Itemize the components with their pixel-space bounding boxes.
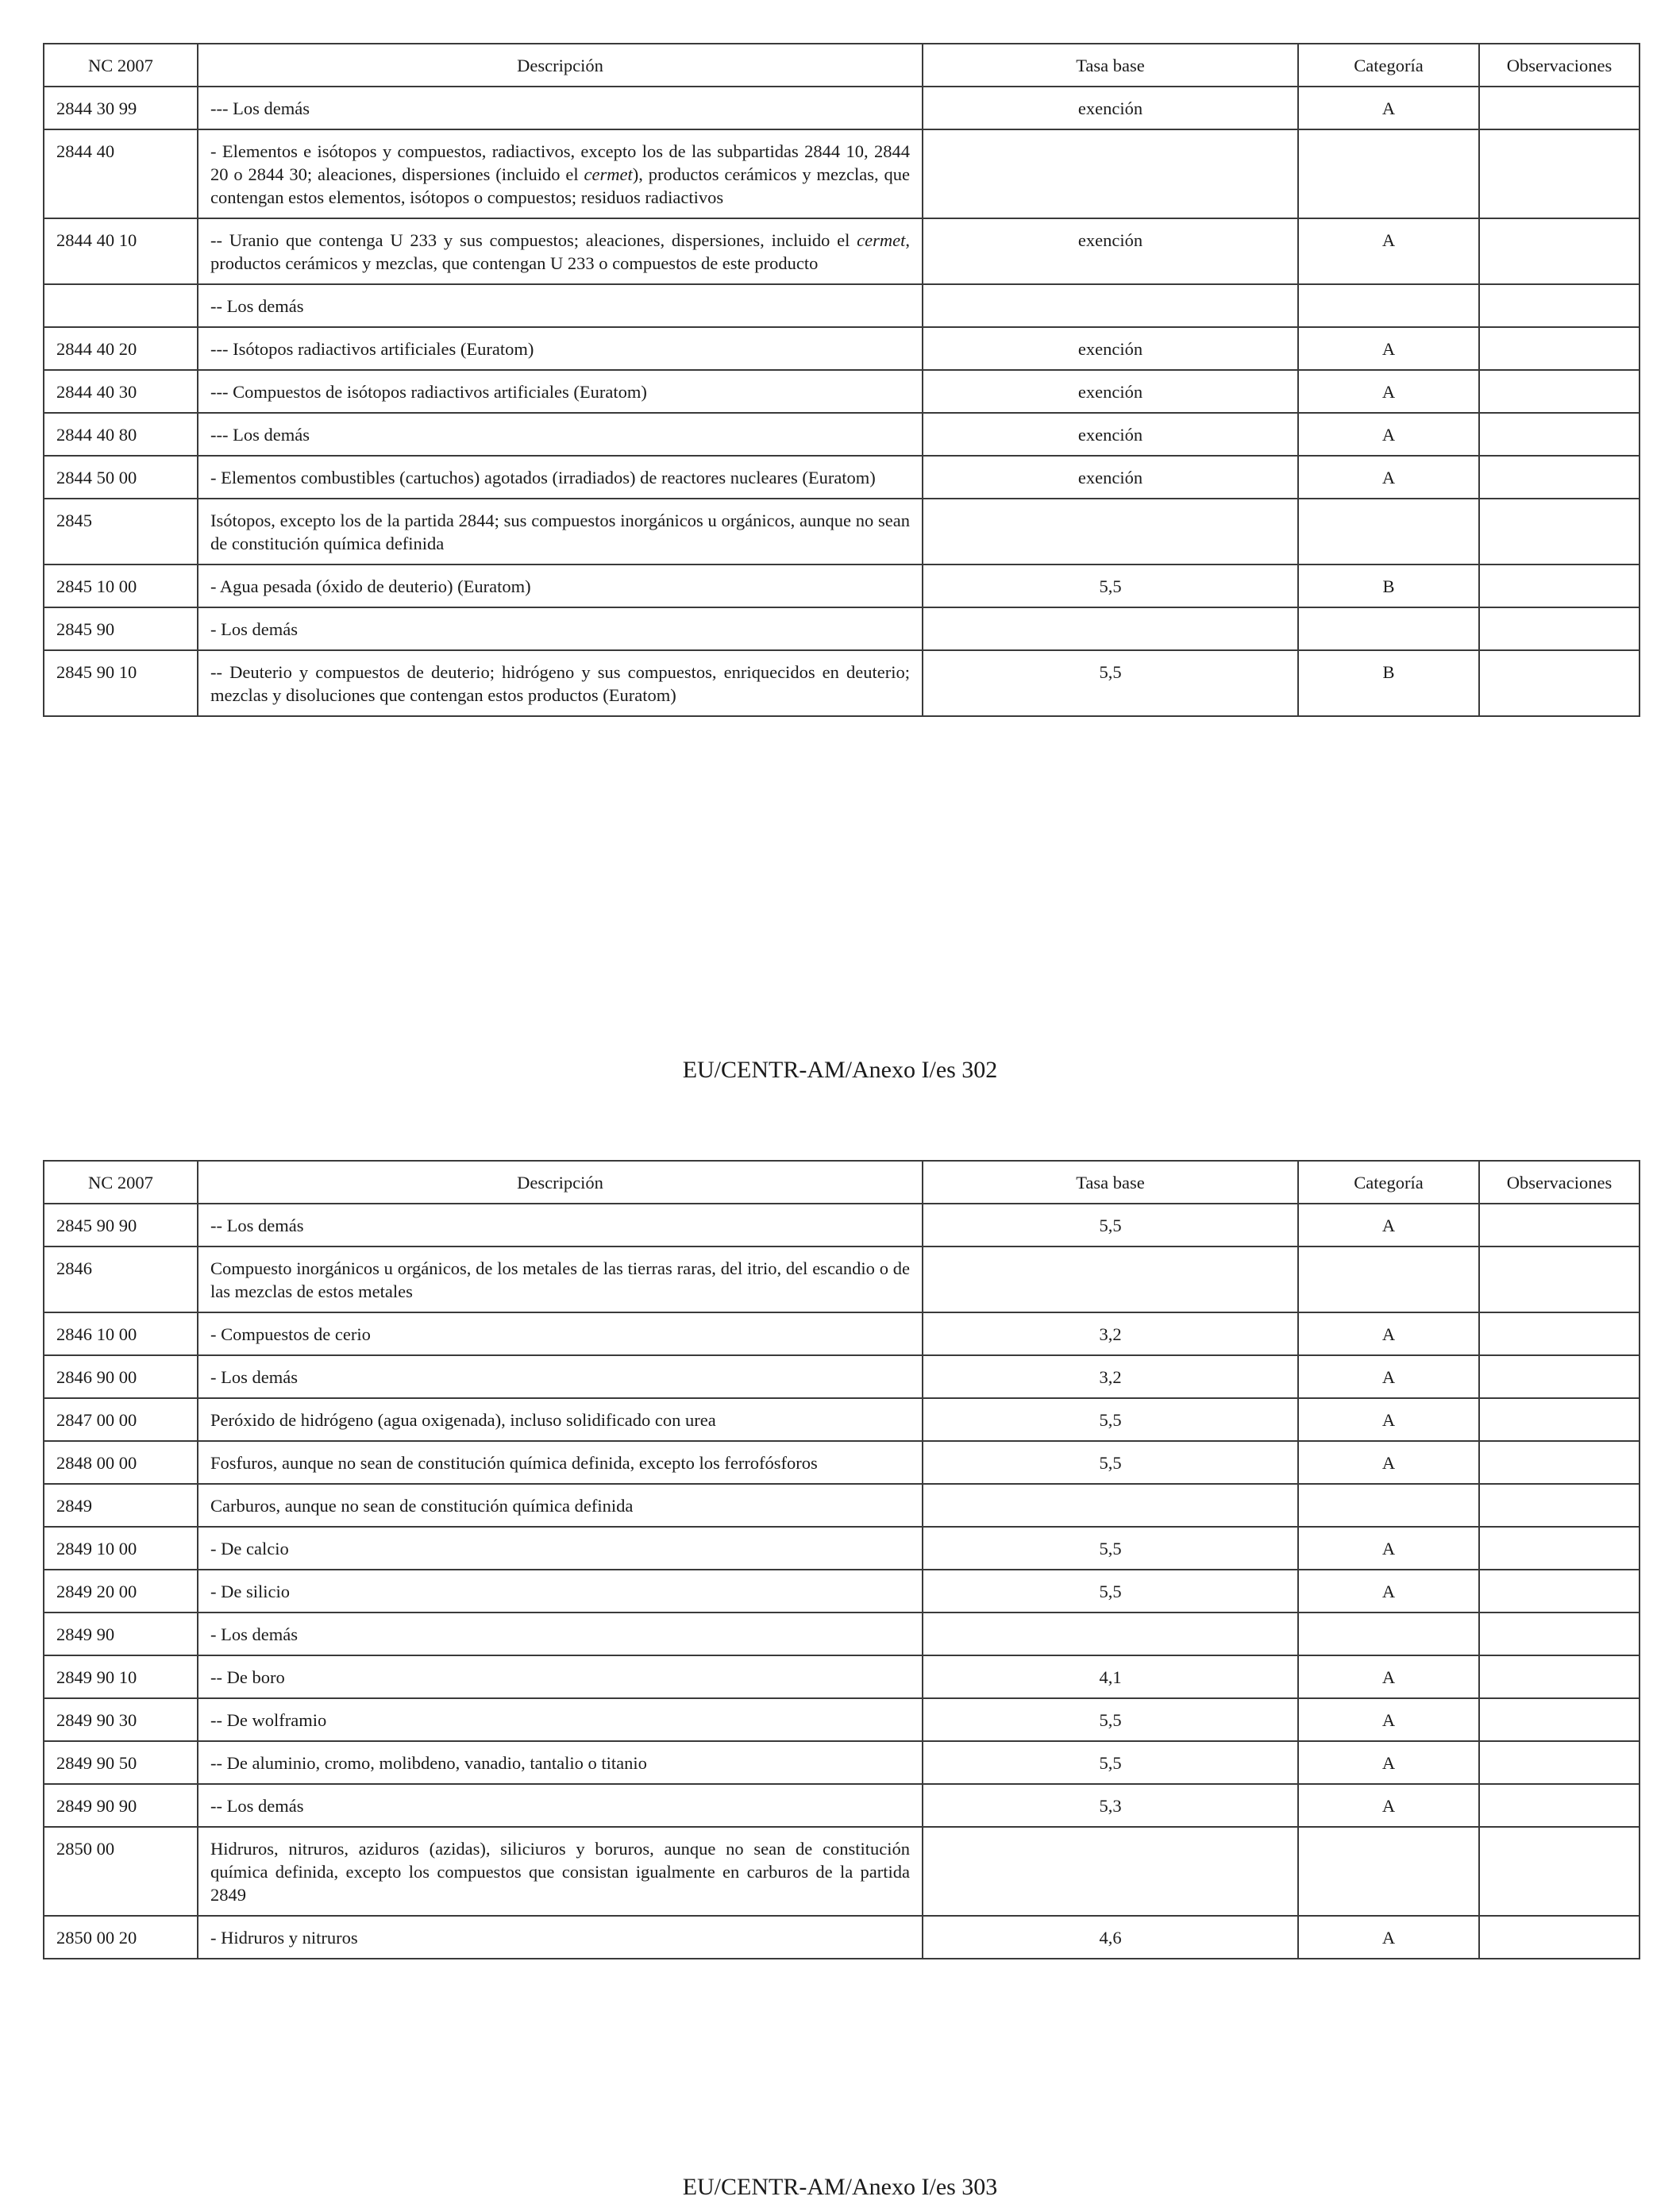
- cell-rate: 5,5: [923, 1527, 1298, 1570]
- table-row: [44, 327, 1640, 370]
- cell-code: 2846 90 00: [44, 1355, 198, 1398]
- cell-rate: [923, 284, 1298, 327]
- cell-category: A: [1298, 413, 1479, 456]
- cell-description: - Los demás: [198, 1355, 923, 1398]
- table-row: [44, 607, 1640, 650]
- header-rate: Tasa base: [923, 1161, 1298, 1204]
- cell-code: 2846 10 00: [44, 1312, 198, 1355]
- header-remarks: Observaciones: [1479, 1161, 1640, 1204]
- cell-category: A: [1298, 87, 1479, 129]
- table-row: [44, 218, 1640, 284]
- cell-category: [1298, 1827, 1479, 1916]
- cell-code: 2849 90 10: [44, 1655, 198, 1698]
- cell-category: A: [1298, 1784, 1479, 1827]
- cell-code: 2849: [44, 1484, 198, 1527]
- cell-category: [1298, 499, 1479, 564]
- cell-code: 2845 90 90: [44, 1204, 198, 1246]
- cell-rate: [923, 1246, 1298, 1312]
- cell-remarks: [1479, 456, 1640, 499]
- cell-description: Isótopos, excepto los de la partida 2844; sus compuestos inorgánicos u orgánicos, aunque no sean de constitución química definida: [198, 499, 923, 564]
- cell-remarks: [1479, 564, 1640, 607]
- header-code: NC 2007: [44, 1161, 198, 1204]
- cell-remarks: [1479, 1698, 1640, 1741]
- cell-description: --- Isótopos radiactivos artificiales (Euratom): [198, 327, 923, 370]
- page-footer: EU/CENTR-AM/Anexo I/es 303: [682, 2174, 998, 2200]
- cell-remarks: [1479, 284, 1640, 327]
- cell-description: --- Los demás: [198, 413, 923, 456]
- cell-description: - Los demás: [198, 1613, 923, 1655]
- table-row: [44, 1570, 1640, 1613]
- cell-rate: 5,5: [923, 1741, 1298, 1784]
- cell-rate: 5,5: [923, 650, 1298, 716]
- cell-code: 2849 90 30: [44, 1698, 198, 1741]
- header-description: Descripción: [198, 1161, 923, 1204]
- cell-rate: 5,5: [923, 1441, 1298, 1484]
- cell-code: 2849 10 00: [44, 1527, 198, 1570]
- cell-rate: 4,1: [923, 1655, 1298, 1698]
- cell-remarks: [1479, 1784, 1640, 1827]
- cell-description: - Elementos combustibles (cartuchos) agotados (irradiados) de reactores nucleares (Euratom): [198, 456, 923, 499]
- table-row: [44, 413, 1640, 456]
- cell-code: 2844 30 99: [44, 87, 198, 129]
- cell-code: 2844 40 80: [44, 413, 198, 456]
- cell-remarks: [1479, 413, 1640, 456]
- cell-rate: [923, 1827, 1298, 1916]
- cell-description: -- De wolframio: [198, 1698, 923, 1741]
- table-row: [44, 1784, 1640, 1827]
- cell-description: -- Los demás: [198, 284, 923, 327]
- cell-category: B: [1298, 650, 1479, 716]
- cell-rate: 5,5: [923, 1398, 1298, 1441]
- cell-rate: exención: [923, 456, 1298, 499]
- cell-remarks: [1479, 1827, 1640, 1916]
- cell-description: Compuesto inorgánicos u orgánicos, de los metales de las tierras raras, del itrio, del escandio o de las mezclas de estos metales: [198, 1246, 923, 1312]
- cell-category: A: [1298, 1741, 1479, 1784]
- cell-code: 2848 00 00: [44, 1441, 198, 1484]
- cell-rate: exención: [923, 413, 1298, 456]
- cell-category: A: [1298, 327, 1479, 370]
- cell-description: -- De aluminio, cromo, molibdeno, vanadio, tantalio o titanio: [198, 1741, 923, 1784]
- header-code: NC 2007: [44, 44, 198, 87]
- cell-remarks: [1479, 1398, 1640, 1441]
- cell-category: A: [1298, 1312, 1479, 1355]
- cell-category: B: [1298, 564, 1479, 607]
- cell-rate: 4,6: [923, 1916, 1298, 1959]
- cell-description: Carburos, aunque no sean de constitución química definida: [198, 1484, 923, 1527]
- cell-code: 2844 40 20: [44, 327, 198, 370]
- table-row: [44, 650, 1640, 716]
- cell-code: 2845 90 10: [44, 650, 198, 716]
- cell-category: A: [1298, 1570, 1479, 1613]
- cell-rate: 5,5: [923, 564, 1298, 607]
- cell-rate: [923, 129, 1298, 218]
- table-row: [44, 1698, 1640, 1741]
- tariff-table-page-303: [43, 1160, 1640, 1959]
- cell-remarks: [1479, 1312, 1640, 1355]
- cell-code: 2847 00 00: [44, 1398, 198, 1441]
- table-row: [44, 456, 1640, 499]
- cell-rate: exención: [923, 327, 1298, 370]
- cell-category: A: [1298, 1355, 1479, 1398]
- cell-remarks: [1479, 1655, 1640, 1698]
- cell-remarks: [1479, 499, 1640, 564]
- cell-category: A: [1298, 1204, 1479, 1246]
- cell-code: 2849 20 00: [44, 1570, 198, 1613]
- table-row: [44, 1827, 1640, 1916]
- table-row: [44, 1312, 1640, 1355]
- cell-rate: 5,5: [923, 1570, 1298, 1613]
- tariff-table-page-302: [43, 43, 1640, 717]
- table-row: [44, 1484, 1640, 1527]
- header-category: Categoría: [1298, 1161, 1479, 1204]
- cell-rate: [923, 499, 1298, 564]
- cell-rate: 3,2: [923, 1312, 1298, 1355]
- cell-category: [1298, 607, 1479, 650]
- cell-code: 2844 40: [44, 129, 198, 218]
- cell-remarks: [1479, 87, 1640, 129]
- cell-category: A: [1298, 1441, 1479, 1484]
- cell-rate: 3,2: [923, 1355, 1298, 1398]
- cell-rate: exención: [923, 370, 1298, 413]
- cell-code: 2844 40 10: [44, 218, 198, 284]
- table-row: [44, 1655, 1640, 1698]
- cell-category: A: [1298, 1527, 1479, 1570]
- cell-description: - Hidruros y nitruros: [198, 1916, 923, 1959]
- cell-remarks: [1479, 1246, 1640, 1312]
- cell-remarks: [1479, 1613, 1640, 1655]
- table-row: [44, 129, 1640, 218]
- cell-category: A: [1298, 1916, 1479, 1959]
- cell-remarks: [1479, 607, 1640, 650]
- cell-remarks: [1479, 1355, 1640, 1398]
- cell-code: 2849 90 50: [44, 1741, 198, 1784]
- table-row: [44, 499, 1640, 564]
- table-row: [44, 1527, 1640, 1570]
- cell-description: -- Los demás: [198, 1784, 923, 1827]
- cell-code: 2844 40 30: [44, 370, 198, 413]
- cell-description: - Elementos e isótopos y compuestos, radiactivos, excepto los de las subpartidas 2844 10, 2844 20 o 2844 30; aleaciones, dispersiones (incluido el cermet), productos cerámicos y mezclas, que contengan estos elementos, isótopos o compuestos; residuos radiactivos: [198, 129, 923, 218]
- page-footer: EU/CENTR-AM/Anexo I/es 302: [682, 1057, 998, 1083]
- cell-description: - De silicio: [198, 1570, 923, 1613]
- table-row: [44, 1741, 1640, 1784]
- cell-remarks: [1479, 1204, 1640, 1246]
- cell-category: [1298, 284, 1479, 327]
- header-category: Categoría: [1298, 44, 1479, 87]
- cell-rate: 5,5: [923, 1698, 1298, 1741]
- cell-category: A: [1298, 456, 1479, 499]
- cell-code: 2845: [44, 499, 198, 564]
- table-row: [44, 1916, 1640, 1959]
- table-row: [44, 1246, 1640, 1312]
- cell-rate: [923, 607, 1298, 650]
- cell-description: - Compuestos de cerio: [198, 1312, 923, 1355]
- cell-category: [1298, 1613, 1479, 1655]
- cell-description: --- Compuestos de isótopos radiactivos artificiales (Euratom): [198, 370, 923, 413]
- table-row: [44, 87, 1640, 129]
- cell-description: -- Deuterio y compuestos de deuterio; hidrógeno y sus compuestos, enriquecidos en deuterio; mezclas y disoluciones que contengan estos productos (Euratom): [198, 650, 923, 716]
- cell-description: Peróxido de hidrógeno (agua oxigenada), incluso solidificado con urea: [198, 1398, 923, 1441]
- table-body: [44, 1204, 1640, 1959]
- cell-code: 2844 50 00: [44, 456, 198, 499]
- cell-remarks: [1479, 650, 1640, 716]
- cell-category: A: [1298, 1398, 1479, 1441]
- cell-code: 2846: [44, 1246, 198, 1312]
- cell-code: [44, 284, 198, 327]
- cell-description: Hidruros, nitruros, aziduros (azidas), siliciuros y boruros, aunque no sean de constitución química definida, excepto los compuestos que consistan igualmente en carburos de la partida 2849: [198, 1827, 923, 1916]
- cell-remarks: [1479, 1916, 1640, 1959]
- cell-remarks: [1479, 1484, 1640, 1527]
- cell-category: A: [1298, 370, 1479, 413]
- cell-code: 2850 00 20: [44, 1916, 198, 1959]
- cell-code: 2845 10 00: [44, 564, 198, 607]
- table-row: [44, 370, 1640, 413]
- cell-remarks: [1479, 1441, 1640, 1484]
- cell-rate: 5,5: [923, 1204, 1298, 1246]
- cell-rate: exención: [923, 218, 1298, 284]
- cell-code: 2849 90: [44, 1613, 198, 1655]
- cell-code: 2845 90: [44, 607, 198, 650]
- cell-category: A: [1298, 218, 1479, 284]
- table-row: [44, 1613, 1640, 1655]
- cell-remarks: [1479, 1741, 1640, 1784]
- cell-remarks: [1479, 1570, 1640, 1613]
- cell-rate: [923, 1613, 1298, 1655]
- cell-description: - De calcio: [198, 1527, 923, 1570]
- cell-rate: [923, 1484, 1298, 1527]
- cell-category: A: [1298, 1655, 1479, 1698]
- table-body: [44, 87, 1640, 716]
- table-row: [44, 1398, 1640, 1441]
- cell-category: [1298, 1246, 1479, 1312]
- cell-rate: 5,3: [923, 1784, 1298, 1827]
- table-row: [44, 1204, 1640, 1246]
- cell-description: -- Los demás: [198, 1204, 923, 1246]
- header-remarks: Observaciones: [1479, 44, 1640, 87]
- cell-category: [1298, 1484, 1479, 1527]
- cell-description: -- Uranio que contenga U 233 y sus compuestos; aleaciones, dispersiones, incluido el cermet, productos cerámicos y mezclas, que contengan U 233 o compuestos de este producto: [198, 218, 923, 284]
- cell-remarks: [1479, 1527, 1640, 1570]
- table-header-row: [44, 1161, 1640, 1204]
- cell-remarks: [1479, 218, 1640, 284]
- cell-description: - Los demás: [198, 607, 923, 650]
- table-row: [44, 564, 1640, 607]
- cell-code: 2850 00: [44, 1827, 198, 1916]
- cell-description: --- Los demás: [198, 87, 923, 129]
- cell-category: [1298, 129, 1479, 218]
- table-row: [44, 1355, 1640, 1398]
- table-row: [44, 1441, 1640, 1484]
- cell-description: - Agua pesada (óxido de deuterio) (Euratom): [198, 564, 923, 607]
- cell-description: -- De boro: [198, 1655, 923, 1698]
- cell-rate: exención: [923, 87, 1298, 129]
- cell-remarks: [1479, 327, 1640, 370]
- cell-description: Fosfuros, aunque no sean de constitución química definida, excepto los ferrofósforos: [198, 1441, 923, 1484]
- table-header-row: [44, 44, 1640, 87]
- cell-category: A: [1298, 1698, 1479, 1741]
- cell-remarks: [1479, 129, 1640, 218]
- header-rate: Tasa base: [923, 44, 1298, 87]
- cell-code: 2849 90 90: [44, 1784, 198, 1827]
- cell-remarks: [1479, 370, 1640, 413]
- header-description: Descripción: [198, 44, 923, 87]
- table-row: [44, 284, 1640, 327]
